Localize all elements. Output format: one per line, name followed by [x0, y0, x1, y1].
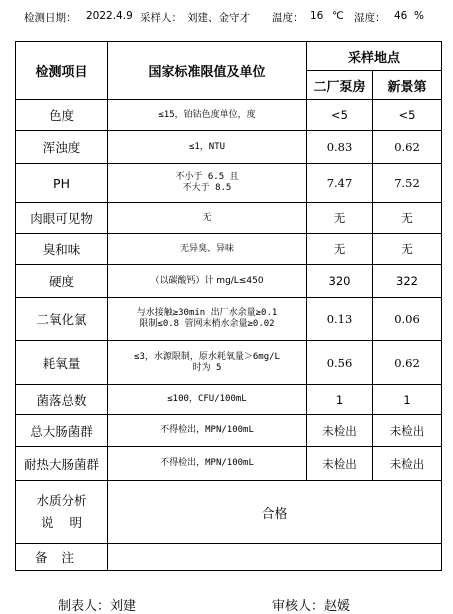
temperature-label: 温度： [272, 12, 304, 24]
row-standard: （以碳酸钙）计 mg/L≤450 [108, 265, 307, 298]
maker-label: 制表人： [58, 599, 111, 614]
table-row [16, 100, 442, 131]
row-value-site-1: 0.83 [307, 131, 373, 164]
water-quality-label-line-1: 水质分析 [36, 493, 87, 508]
report-header [24, 10, 444, 26]
table-row [16, 415, 442, 447]
table-body [16, 42, 442, 571]
row-standard: 无 [108, 203, 307, 234]
date-label: 检测日期： [24, 12, 77, 24]
row-standard: 无异臭、异味 [108, 234, 307, 265]
water-quality-label-line-2: 说明 [40, 515, 98, 530]
row-value-site-1: 7.47 [307, 164, 373, 203]
remark-label: 备注 [16, 544, 108, 571]
row-value-site-1: 未检出 [307, 415, 373, 447]
row-item-name: 二氧化氯 [16, 298, 108, 341]
row-item-name: 肉眼可见物 [16, 203, 108, 234]
table-row [16, 164, 442, 203]
row-standard: 与水接触≥30min 出厂水余量≥0.1 限制≤0.8 管网末梢水余量≥0.02 [108, 298, 307, 341]
row-standard: ≤3，水源限制，原水耗氧量＞6mg/L 时为 5 [108, 341, 307, 385]
table-row [16, 385, 442, 415]
row-value-site-2: 7.52 [373, 164, 442, 203]
row-value-site-1: 320 [307, 265, 373, 298]
row-value-site-2: 1 [373, 385, 442, 415]
row-item-name: 臭和味 [16, 234, 108, 265]
row-value-site-2: 0.06 [373, 298, 442, 341]
date-value: 2022.4.9 [86, 10, 133, 22]
sampler-label: 采样人： [140, 12, 182, 24]
table-row [16, 203, 442, 234]
water-quality-row [16, 481, 442, 544]
row-item-name: 浑浊度 [16, 131, 108, 164]
temperature-value: 16 [310, 10, 324, 22]
row-value-site-2: <5 [373, 100, 442, 131]
row-value-site-2: 无 [373, 234, 442, 265]
row-value-site-1: 无 [307, 234, 373, 265]
table-row [16, 265, 442, 298]
col-header-site-2: 新景第 [373, 71, 442, 100]
table-row [16, 234, 442, 265]
humidity-unit: % [414, 10, 424, 22]
row-item-name: 耗氧量 [16, 341, 108, 385]
water-quality-label [16, 481, 108, 544]
reviewer-label: 审核人： [272, 599, 325, 614]
water-quality-conclusion: 合格 [108, 481, 442, 544]
row-item-name: 总大肠菌群 [16, 415, 108, 447]
humidity-label: 湿度： [354, 12, 386, 24]
row-value-site-2: 无 [373, 203, 442, 234]
table-row [16, 341, 442, 385]
maker-value: 刘建 [110, 599, 137, 614]
row-item-name: 硬度 [16, 265, 108, 298]
row-value-site-1: 无 [307, 203, 373, 234]
row-item-name: 耐热大肠菌群 [16, 447, 108, 481]
footer-maker [58, 595, 136, 614]
water-quality-table [15, 41, 442, 571]
row-item-name: 色度 [16, 100, 108, 131]
row-item-name: 菌落总数 [16, 385, 108, 415]
row-value-site-1: 0.56 [307, 341, 373, 385]
remark-row [16, 544, 442, 571]
row-standard: 不小于 6.5 且 不大于 8.5 [108, 164, 307, 203]
row-value-site-1: <5 [307, 100, 373, 131]
header-row [16, 42, 442, 71]
col-header-sites: 采样地点 [307, 42, 442, 71]
row-value-site-1: 1 [307, 385, 373, 415]
row-value-site-2: 未检出 [373, 447, 442, 481]
footer-reviewer [272, 595, 350, 614]
humidity-value: 46 [394, 10, 408, 22]
row-item-name: PH [16, 164, 108, 203]
row-value-site-2: 0.62 [373, 341, 442, 385]
row-standard: ≤1，NTU [108, 131, 307, 164]
row-value-site-2: 未检出 [373, 415, 442, 447]
row-standard: ≤15，铂钴色度单位，度 [108, 100, 307, 131]
row-value-site-1: 未检出 [307, 447, 373, 481]
col-header-item: 检测项目 [16, 42, 108, 100]
sampler-value: 刘建、金守才 [187, 12, 250, 24]
row-standard: ≤100，CFU/100mL [108, 385, 307, 415]
col-header-site-1: 二厂泵房 [307, 71, 373, 100]
row-standard: 不得检出，MPN/100mL [108, 447, 307, 481]
col-header-standard: 国家标准限值及单位 [108, 42, 307, 100]
row-standard: 不得检出，MPN/100mL [108, 415, 307, 447]
table-row [16, 447, 442, 481]
reviewer-value: 赵媛 [324, 599, 351, 614]
table-row [16, 298, 442, 341]
remark-value [108, 544, 442, 571]
row-value-site-2: 0.62 [373, 131, 442, 164]
temperature-unit: ℃ [332, 10, 344, 22]
table-row [16, 131, 442, 164]
row-value-site-1: 0.13 [307, 298, 373, 341]
row-value-site-2: 322 [373, 265, 442, 298]
